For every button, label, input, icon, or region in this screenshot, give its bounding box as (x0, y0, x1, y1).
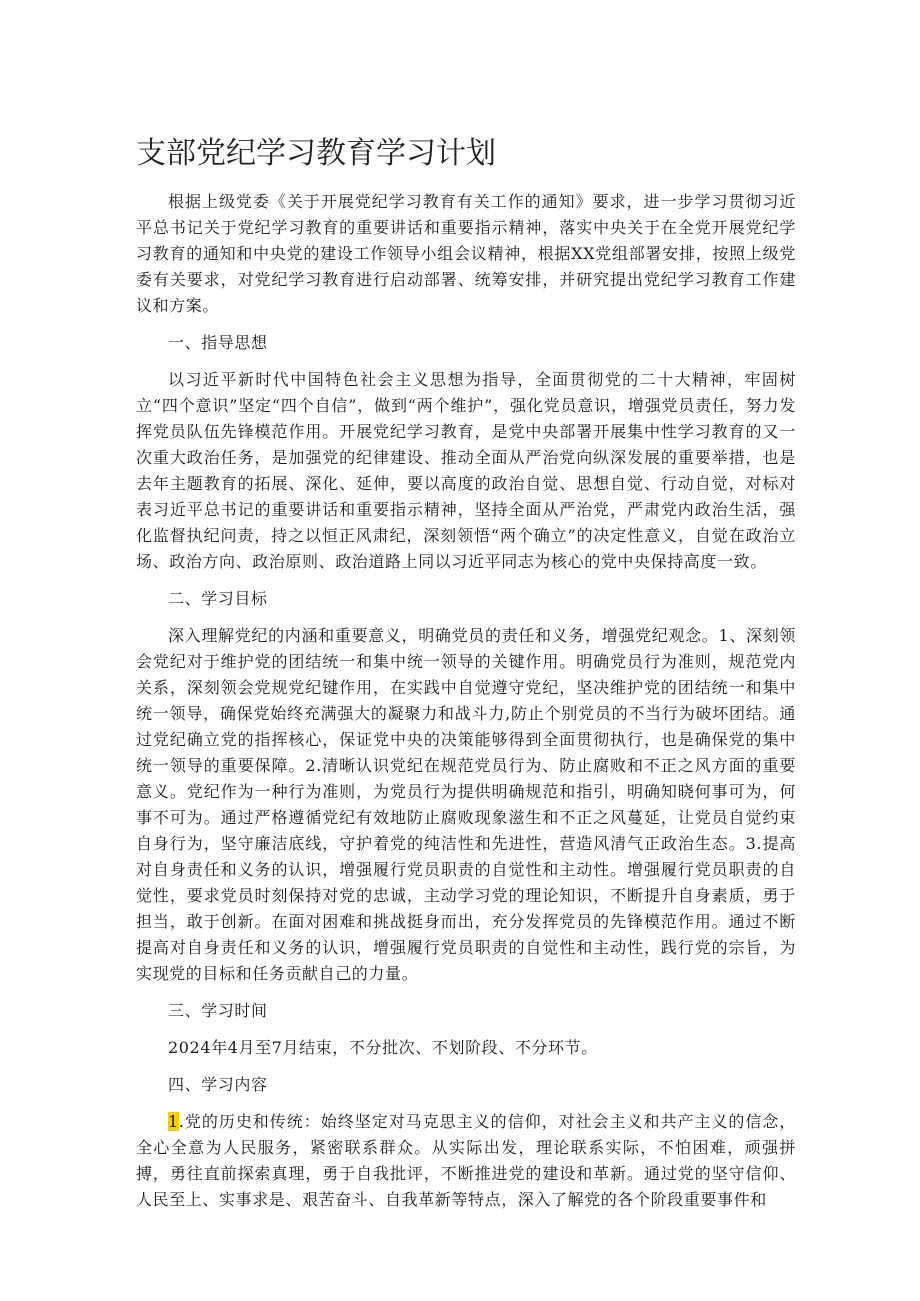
section-body-learning-content (136, 1109, 796, 1213)
document-page (136, 133, 796, 1224)
section-heading-learning-time: 三、学习时间 (168, 1001, 268, 1020)
section-heading-learning-content: 四、学习内容 (168, 1075, 268, 1094)
highlighted-item-number: 1 (168, 1112, 179, 1131)
section-heading-learning-goals: 二、学习目标 (168, 589, 268, 608)
section-body-guiding-ideology: 以习近平新时代中国特色社会主义思想为指导，全面贯彻党的二十大精神，牢固树立“四个意识”坚定“四个自信”，做到“两个维护”，强化党员意识，增强党员责任，努力发挥党员队伍先锋模范作用。开展党纪学习教育，是党中央部署开展集中性学习教育的又一次重大政治任务，是加强党的纪律建设、推动全面从严治党向纵深发展的重要举措，也是去年主题教育的拓展、深化、延伸，要以高度的政治自觉、思想自觉、行动自觉，对标对表习近平总书记的重要讲话和重要指示精神，坚持全面从严治党，严肃党内政治生活，强化监督执纪问责，持之以恒正风肃纪，深刻领悟“两个确立”的决定性意义，自觉在政治立场、政治方向、政治原则、政治道路上同以习近平同志为核心的党中央保持高度一致。 (136, 370, 796, 571)
learning-content-text: .党的历史和传统：始终坚定对马克思主义的信仰，对社会主义和共产主义的信念，全心全意为人民服务，紧密联系群众。从实际出发，理论联系实际，不怕困难，顽强拼搏，勇往直前探索真理，勇于自我批评，不断推进党的建设和革新。通过党的坚守信仰、人民至上、实事求是、艰苦奋斗、自我革新等特点，深入了解党的各个阶段重要事件和 (136, 1112, 796, 1209)
section-heading-guiding-ideology: 一、指导思想 (168, 333, 268, 352)
section-body-learning-goals: 深入理解党纪的内涵和重要意义，明确党员的责任和义务，增强党纪观念。1、深刻领会党纪对于维护党的团结统一和集中统一领导的关键作用。明确党员行为准则，规范党内关系，深刻领会党规党纪键作用，在实践中自觉遵守党纪，坚决维护党的团结统一和集中统一领导，确保党始终充满强大的凝聚力和战斗力,防止个别党员的不当行为破坏团结。通过党纪确立党的指挥核心，保证党中央的决策能够得到全面贯彻执行，也是确保党的集中统一领导的重要保障。2.清晰认识党纪在规范党员行为、防止腐败和不正之风方面的重要意义。党纪作为一种行为准则，为党员行为提供明确规范和指引，明确知晓何事可为，何事不可为。通过严格遵循党纪有效地防止腐败现象滋生和不正之风蔓延，让党员自觉约束自身行为，坚守廉洁底线，守护着党的纯洁性和先进性，营造风清气正政治生态。3.提高对自身责任和义务的认识，增强履行党员职责的自觉性和主动性。增强履行党员职责的自觉性，要求党员时刻保持对党的忠诚，主动学习党的理论知识，不断提升自身素质，勇于担当，敢于创新。在面对困难和挑战挺身而出，充分发挥党员的先锋模范作用。通过不断提高对自身责任和义务的认识，增强履行党员职责的自觉性和主动性，践行党的宗旨，为实现党的目标和任务贡献自己的力量。 (136, 626, 796, 983)
document-title: 支部党纪学习教育学习计划 (136, 136, 496, 171)
intro-paragraph: 根据上级党委《关于开展党纪学习教育有关工作的通知》要求，进一步学习贯彻习近平总书记关于党纪学习教育的重要讲话和重要指示精神，落实中央关于在全党开展党纪学习教育的通知和中央党的建设工作领导小组会议精神，根据XX党组部署安排，按照上级党委有关要求，对党纪学习教育进行启动部署、统筹安排，并研究提出党纪学习教育工作建议和方案。 (136, 192, 796, 315)
section-body-learning-time: 2024年4月至7月结束，不分批次、不划阶段、不分环节。 (168, 1038, 598, 1057)
